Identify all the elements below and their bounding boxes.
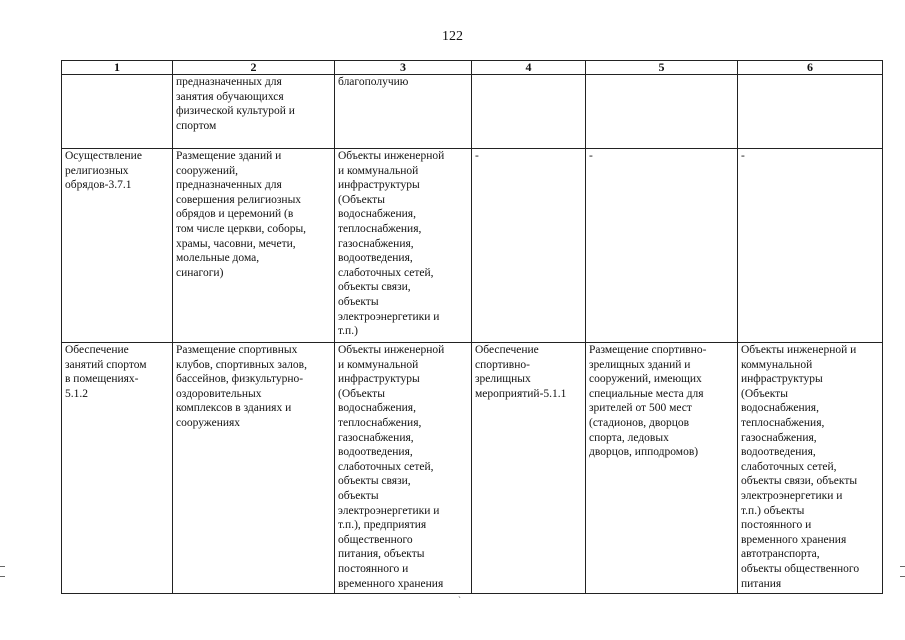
table-cell: Размещение спортивно- зрелищных зданий и сооружений, имеющих специальные места для зрителей от 500 мест (стадионов, дворцов спорта, ледовых дворцов, ипподромов) xyxy=(586,343,738,594)
table-cell: Размещение спортивных клубов, спортивных залов, бассейнов, физкультурно- оздоровительных комплексов в зданиях и сооружениях xyxy=(173,343,335,594)
table-row xyxy=(62,343,883,594)
table-cell xyxy=(738,75,883,149)
column-header-1: 1 xyxy=(62,61,173,75)
scan-artifact-mark: ˎ xyxy=(458,588,461,598)
page-number: 122 xyxy=(442,29,463,44)
margin-tick-right xyxy=(900,566,905,567)
table-cell: Осуществление религиозных обрядов-3.7.1 xyxy=(62,149,173,343)
column-header-3: 3 xyxy=(335,61,472,75)
margin-tick-right xyxy=(900,576,905,577)
table-cell xyxy=(472,75,586,149)
column-header-6: 6 xyxy=(738,61,883,75)
table-cell: Объекты инженерной и коммунальной инфраструктуры (Объекты водоснабжения, теплоснабжения, газоснабжения, водоотведения, слаботочных сетей, объекты связи, объекты электроэнергетики и т.п.) xyxy=(335,149,472,343)
column-header-2: 2 xyxy=(173,61,335,75)
margin-tick-left xyxy=(0,566,5,567)
table-cell: Обеспечение занятий спортом в помещениях- 5.1.2 xyxy=(62,343,173,594)
table-cell: предназначенных для занятия обучающихся физической культурой и спортом xyxy=(173,75,335,149)
table-header-row xyxy=(62,61,883,75)
table-cell: Обеспечение спортивно- зрелищных мероприятий-5.1.1 xyxy=(472,343,586,594)
table-cell xyxy=(586,75,738,149)
table-cell xyxy=(62,75,173,149)
land-use-table xyxy=(61,60,883,594)
table-cell: - xyxy=(586,149,738,343)
table-row xyxy=(62,149,883,343)
table-row xyxy=(62,75,883,149)
table-cell: - xyxy=(472,149,586,343)
table-cell: - xyxy=(738,149,883,343)
table-cell: Объекты инженерной и коммунальной инфраструктуры (Объекты водоснабжения, теплоснабжения, газоснабжения, водоотведения, слаботочных сетей, объекты связи, объекты электроэнергетики и т.п.), предприятия общественного питания, объекты постоянного и временного хранения xyxy=(335,343,472,594)
column-header-5: 5 xyxy=(586,61,738,75)
table-cell: благополучию xyxy=(335,75,472,149)
table-cell: Размещение зданий и сооружений, предназначенных для совершения религиозных обрядов и церемоний (в том числе церкви, соборы, храмы, часовни, мечети, молельные дома, синагоги) xyxy=(173,149,335,343)
table-cell: Объекты инженерной и коммунальной инфраструктуры (Объекты водоснабжения, теплоснабжения, газоснабжения, водоотведения, слаботочных сетей, объекты связи, объекты электроэнергетики и т.п.) объекты постоянного и временного хранения автотранспорта, объекты общественного питания xyxy=(738,343,883,594)
column-header-4: 4 xyxy=(472,61,586,75)
margin-tick-left xyxy=(0,576,5,577)
